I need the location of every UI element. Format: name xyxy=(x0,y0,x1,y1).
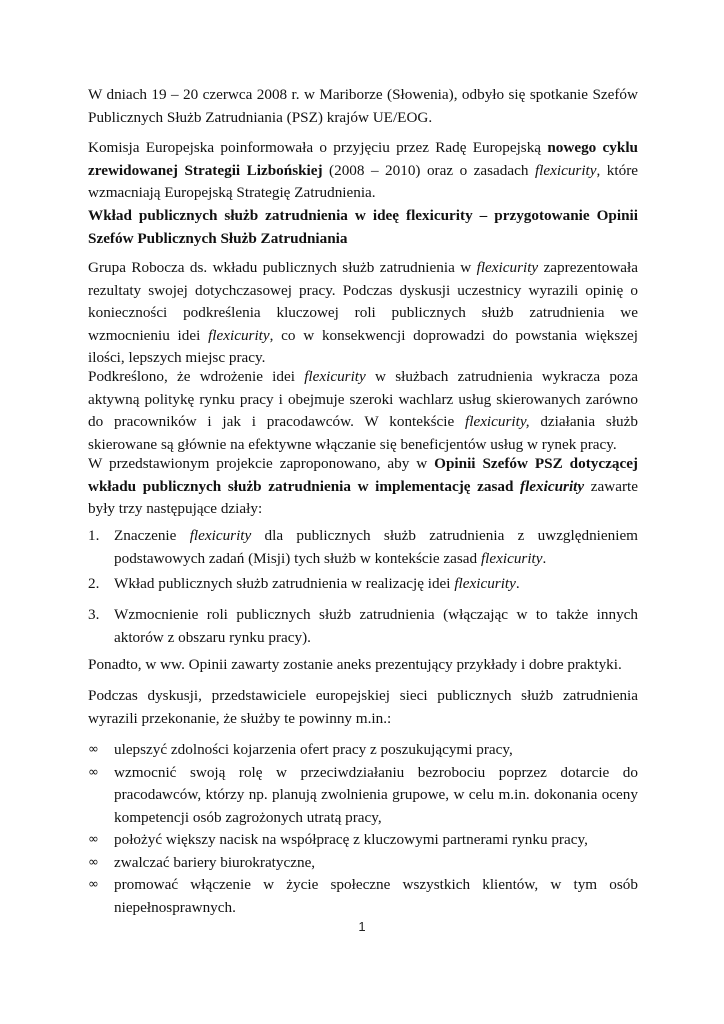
text-span: Podkreślono, że wdrożenie idei xyxy=(88,368,305,385)
text-span: działania służb skierowane są głównie na efektywne włączanie się beneficjentów usług w rynek pracy. xyxy=(88,413,638,453)
bullet-text: zwalczać bariery biurokratyczne, xyxy=(114,853,316,871)
italic-span: flexicurity xyxy=(454,575,516,592)
bold-italic-span: flexicurity xyxy=(520,477,585,495)
text-span: zaprezentowała rezultaty swojej dotychczasowej pracy. Podczas dyskusji uczestnicy wyrazili opinię o konieczności podkreślenia kluczowej roli publicznych służb zatrudnienia we wzmocnieniu idei xyxy=(88,259,639,344)
text-span: . xyxy=(542,549,547,567)
list-item xyxy=(88,762,638,830)
text-span: Znaczenie xyxy=(114,527,190,544)
italic-span: flexicurity, xyxy=(465,413,530,430)
list-item xyxy=(88,739,638,762)
bullet-list xyxy=(88,739,638,919)
text-span: W przedstawionym projekcie zaproponowano, aby w xyxy=(88,455,435,472)
bullet-text: wzmocnić swoją rolę w przeciwdziałaniu bezrobociu poprzez dotarcie do pracodawców, którzy np. planują zwolnienia grupowe, w celu m.in. dokonania oceny kompetencji osób zagrożonych utratą pracy, xyxy=(114,763,638,826)
paragraph-working-group xyxy=(88,257,638,370)
paragraph-lisbon-strategy xyxy=(88,137,638,205)
text-span: w służbach zatrudnienia wykracza poza aktywną politykę rynku pracy i obejmuje szeroki wachlarz usług skierowanych zarówno do pracowników i jak i pracodawców. W kontekście xyxy=(88,368,638,430)
paragraph-meeting-intro xyxy=(88,84,638,129)
paragraph-text: Podczas dyskusji, przedstawiciele europejskiej sieci publicznych służb zatrudnienia wyrazili przekonanie, że służby te powinny m.in.: xyxy=(88,687,638,727)
paragraph-text: Ponadto, w ww. Opinii zawarty zostanie aneks prezentujący przykłady i dobre praktyki. xyxy=(88,656,622,673)
list-item xyxy=(88,852,638,875)
italic-span: flexicurity xyxy=(480,549,543,567)
heading-text: Wkład publicznych służb zatrudnienia w ideę flexicurity – przygotowanie Opinii Szefów Publicznych Służb Zatrudniania xyxy=(88,207,638,247)
bold-span: Opinii Szefów PSZ dotyczącej wkładu publicznych służb zatrudnienia w implementację zasad xyxy=(88,455,638,495)
section-heading xyxy=(88,205,638,250)
text-span: Wkład publicznych służb zatrudnienia w realizację idei xyxy=(114,575,455,592)
paragraph-implementation xyxy=(88,366,638,456)
paragraph-network-opinion xyxy=(88,685,638,730)
text-span: zawarte były trzy następujące działy: xyxy=(88,477,638,517)
text-span: (2008 – 2010) oraz o zasadach xyxy=(322,161,535,179)
infinity-bullet-icon: ∞ xyxy=(88,854,99,870)
text-span: dla publicznych służb zatrudnienia z uwzględnieniem podstawowych zadań (Misji) tych służb w kontekście zasad xyxy=(114,527,638,567)
list-number: 3. xyxy=(88,606,100,623)
infinity-bullet-icon: ∞ xyxy=(88,764,99,780)
numbered-item-3 xyxy=(88,604,638,649)
infinity-bullet-icon: ∞ xyxy=(88,832,99,847)
numbered-item-1 xyxy=(88,525,638,570)
italic-span: flexicurity xyxy=(534,161,597,179)
bullet-text: położyć większy nacisk na współpracę z kluczowymi partnerami rynku pracy, xyxy=(114,831,588,848)
list-item xyxy=(88,874,638,919)
paragraph-draft-proposal xyxy=(88,453,638,521)
paragraph-annex xyxy=(88,654,638,677)
text-span: , co w konsekwencji doprowadzi do powstania większej ilości, lepszych miejsc pracy. xyxy=(88,326,638,366)
list-number: 1. xyxy=(88,527,100,544)
italic-span: flexicurity xyxy=(476,259,539,276)
italic-span: flexicurity xyxy=(304,368,366,385)
text-span: Grupa Robocza ds. wkładu publicznych służb zatrudnienia w xyxy=(88,259,477,276)
italic-span: flexicurity xyxy=(189,527,252,544)
text-span: Komisja Europejska poinformowała o przyjęciu przez Radę Europejską xyxy=(88,139,548,156)
infinity-bullet-icon: ∞ xyxy=(88,877,99,892)
bullet-text: promować włączenie w życie społeczne wszystkich klientów, w tym osób niepełnosprawnych. xyxy=(114,876,638,916)
bullet-text: ulepszyć zdolności kojarzenia ofert pracy z poszukującymi pracy, xyxy=(114,741,513,758)
infinity-bullet-icon: ∞ xyxy=(88,742,99,757)
text-span: Wzmocnienie roli publicznych służb zatrudnienia (włączając w to także innych aktorów z obszaru rynku pracy). xyxy=(114,606,638,646)
italic-span: flexicurity xyxy=(208,326,270,344)
text-span: , które wzmacniają Europejską Strategię Zatrudnienia. xyxy=(88,161,638,201)
text-span: . xyxy=(515,575,520,592)
bold-span: nowego cyklu zrewidowanej Strategii Lizbońskiej xyxy=(88,139,638,179)
list-item xyxy=(88,829,638,852)
page-number: 1 xyxy=(358,919,366,934)
numbered-item-2 xyxy=(88,573,638,596)
paragraph-text: W dniach 19 – 20 czerwca 2008 r. w Mariborze (Słowenia), odbyło się spotkanie Szefów Publicznych Służb Zatrudniania (PSZ) krajów UE/EOG. xyxy=(88,86,638,126)
list-number: 2. xyxy=(88,575,100,592)
